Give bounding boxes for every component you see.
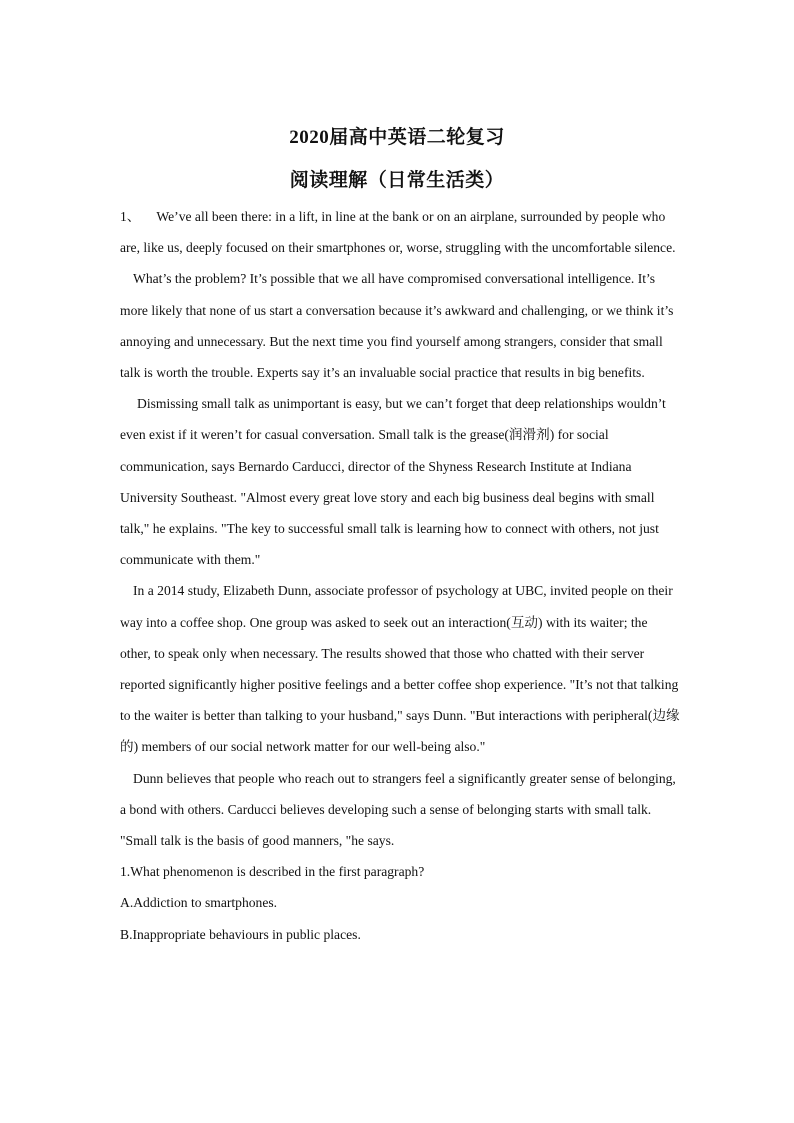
passage-number: 1、 bbox=[120, 209, 141, 224]
document-subtitle: 阅读理解（日常生活类） bbox=[289, 170, 505, 191]
question-option-a: A.Addiction to smartphones. bbox=[120, 895, 278, 911]
question-option-b: B.Inappropriate behaviours in public places. bbox=[120, 926, 361, 942]
reading-passage bbox=[120, 201, 680, 950]
question-stem: 1.What phenomenon is described in the first paragraph? bbox=[120, 864, 425, 880]
paragraph-1-text: We’ve all been there: in a lift, in line at the bank or on an airplane, surrounded by people who are, like us, deeply focused on their smartphones or, worse, struggling with the uncomfortable silence. bbox=[120, 209, 676, 256]
document-title: 2020届高中英语二轮复习 bbox=[289, 127, 505, 148]
passage-paragraph-3: Dismissing small talk as unimportant is easy, but we can’t forget that deep relationships wouldn’t even exist if it weren’t for casual conversation. Small talk is the grease(润滑剂) for social communication, says Bernardo Carducci, director of the Shyness Research Institute at Indiana University Southeast. "Almost every great love story and each big business deal begins with small talk," he explains. "The key to successful small talk is learning how to connect with others, not just communicate with them." bbox=[120, 396, 666, 568]
passage-paragraph-5: Dunn believes that people who reach out to strangers feel a significantly greater sense of belonging, a bond with others. Carducci believes developing such a sense of belonging starts with small talk. "Small talk is the basis of good manners, "he says. bbox=[120, 770, 676, 849]
passage-paragraph-2: What’s the problem? It’s possible that we all have compromised conversational intelligence. It’s more likely that none of us start a conversation because it’s awkward and challenging, or we think it’s annoying and unnecessary. But the next time you find yourself among strangers, consider that small talk is worth the trouble. Experts say it’s an invaluable social practice that results in big benefits. bbox=[120, 271, 674, 381]
passage-paragraph-1 bbox=[120, 201, 680, 263]
passage-paragraph-4: In a 2014 study, Elizabeth Dunn, associate professor of psychology at UBC, invited people on their way into a coffee shop. One group was asked to seek out an interaction(互动) with its waiter; the other, to speak only when necessary. The results showed that those who chatted with their server reported significantly higher positive feelings and a better coffee shop experience. "It’s not that talking to the waiter is better than talking to your husband," says Dunn. "But interactions with peripheral(边缘的) members of our social network matter for our well-being also." bbox=[120, 583, 680, 755]
